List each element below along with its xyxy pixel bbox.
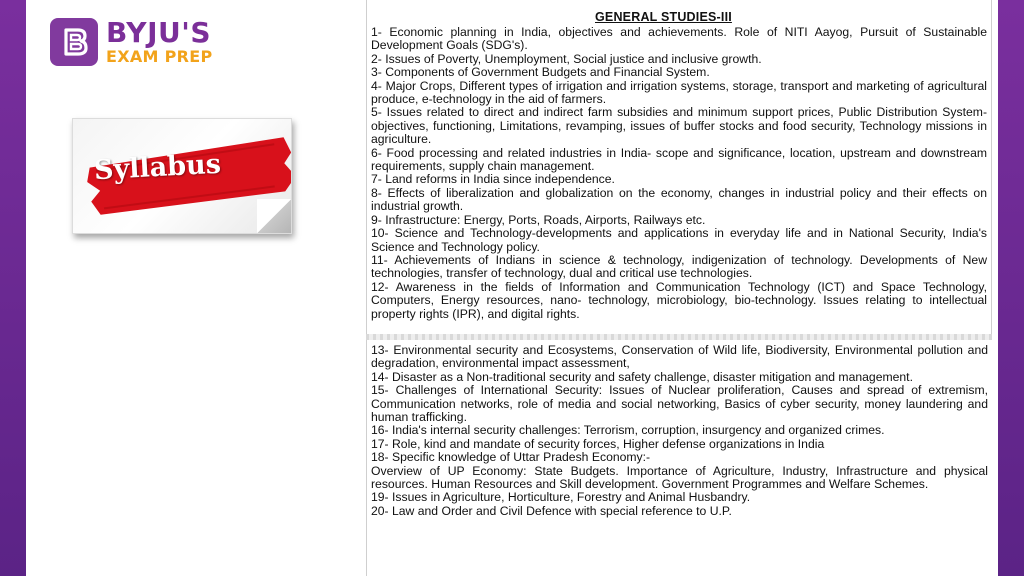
syllabus-item: 20- Law and Order and Civil Defence with special reference to U.P. [371,503,732,518]
syllabus-item: 1- Economic planning in India, objectives and achievements. Role of NITI Aayog, Pursuit of Sustainable Development Goals (SDG's). [371,25,987,53]
syllabus-item: 19- Issues in Agriculture, Horticulture, Forestry and Animal Husbandry. [371,490,751,505]
byjus-b-logo-icon [50,18,98,66]
syllabus-item: Overview of UP Economy: State Budgets. Importance of Agriculture, Industry, Infrastructure and physical resources. Human Resources and Skill development. Government Programmes and Welfare Schemes. [371,463,988,492]
byjus-exam-prep-logo [50,18,213,66]
syllabus-item: 12- Awareness in the fields of Information and Communication Technology (ICT) and Space Technology, Computers, Energy resources, nano- technology, microbiology, bio-technology. Issues relating to intellectual property rights (IPR), and digital rights. [371,279,987,321]
syllabus-item: 6- Food processing and related industries in India- scope and significance, location, upstream and downstream requirements, supply chain management. [371,145,987,174]
syllabus-item: 18- Specific knowledge of Uttar Pradesh Economy:- [371,450,651,465]
syllabus-label: Syllabus [93,148,222,187]
right-purple-border [998,0,1024,576]
syllabus-item: 9- Infrastructure: Energy, Ports, Roads, Airports, Railways etc. [371,212,706,227]
syllabus-item: 15- Challenges of International Security: Issues of Nuclear proliferation, Causes and spread of extremism, Communication networks, role of media and social networking, Basics of cyber security, money laundering and human trafficking. [371,383,988,425]
document-title: GENERAL STUDIES-III [595,10,732,24]
syllabus-item: 3- Components of Government Budgets and Financial System. [371,65,710,80]
syllabus-scan-page-2 [366,340,992,576]
logo-subtitle-text: EXAM PREP [106,47,213,66]
syllabus-item: 16- India's internal security challenges: Terrorism, corruption, insurgency and organized crimes. [371,423,885,438]
syllabus-item: 5- Issues related to direct and indirect farm subsidies and minimum support prices, Public Distribution System- objectives, functioning, Limitations, revamping, issues of buffer stocks and food security, Technology missions in agriculture. [371,105,987,147]
syllabus-item: 8- Effects of liberalization and globalization on the economy, changes in industrial policy and their effects on industrial growth. [371,185,987,214]
logo-brand-text: BYJU'S [106,16,211,49]
syllabus-list-1 [371,26,987,321]
page-curl-corner [257,199,291,233]
syllabus-item: 10- Science and Technology-developments and applications in everyday life and in National Security, India's Science and Technology policy. [371,226,987,254]
syllabus-item: 4- Major Crops, Different types of irrigation and irrigation systems, storage, transport and marketing of agricultural produce, e-technology in the aid of farmers. [371,78,987,107]
syllabus-item: 17- Role, kind and mandate of security forces, Higher defense organizations in India [371,436,825,451]
syllabus-item: 2- Issues of Poverty, Unemployment, Social justice and inclusive growth. [371,51,762,66]
syllabus-list-2 [371,344,988,518]
syllabus-item: 13- Environmental security and Ecosystems, Conservation of Wild life, Biodiversity, Environmental pollution and degradation, environmental impact assessment, [371,343,988,371]
syllabus-scan-page-1 [366,0,992,335]
left-purple-border [0,0,26,576]
syllabus-item: 7- Land reforms in India since independence. [371,172,615,187]
syllabus-item: 14- Disaster as a Non-traditional security and safety challenge, disaster mitigation and management. [371,369,913,384]
syllabus-item: 11- Achievements of Indians in science & technology, indigenization of technology. Developments of New technologies, transfer of technology, dual and critical use technologies. [371,252,987,281]
